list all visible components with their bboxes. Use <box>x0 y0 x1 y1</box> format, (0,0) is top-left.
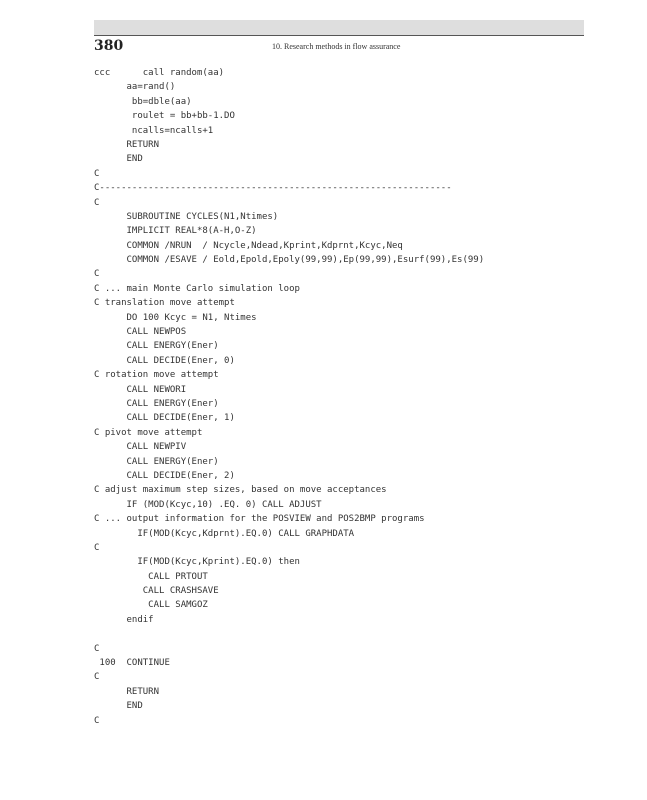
code-line: CALL ENERGY(Ener) <box>94 341 219 352</box>
code-line: C <box>94 715 100 726</box>
code-line: CALL DECIDE(Ener, 1) <box>94 413 235 424</box>
code-line: C pivot move attempt <box>94 427 203 438</box>
code-line: RETURN <box>94 139 160 150</box>
code-line <box>94 627 594 641</box>
code-line: CALL NEWPOS <box>94 327 187 338</box>
code-line: endif <box>94 614 154 625</box>
code-line: IMPLICIT REAL*8(A-H,O-Z) <box>94 226 257 237</box>
code-line: CALL ENERGY(Ener) <box>94 456 219 467</box>
code-line: roulet = bb+bb-1.DO <box>94 111 235 122</box>
code-line: C ... output information for the POSVIEW and POS2BMP programs <box>94 514 425 525</box>
code-line: COMMON /ESAVE / Eold,Epold,Epoly(99,99),Ep(99,99),Esurf(99),Es(99) <box>94 255 485 266</box>
code-line: 100 CONTINUE <box>94 658 170 669</box>
code-line: CALL NEWPIV <box>94 442 187 453</box>
code-line: C <box>94 168 100 179</box>
code-line: CALL ENERGY(Ener) <box>94 398 219 409</box>
code-line: C ... main Monte Carlo simulation loop <box>94 283 300 294</box>
code-line: CALL PRTOUT <box>94 571 208 582</box>
code-line: IF(MOD(Kcyc,Kdprnt).EQ.0) CALL GRAPHDATA <box>94 528 355 539</box>
code-line: IF (MOD(Kcyc,10) .EQ. 0) CALL ADJUST <box>94 499 322 510</box>
code-line: DO 100 Kcyc = N1, Ntimes <box>94 312 257 323</box>
code-line: COMMON /NRUN / Ncycle,Ndead,Kprint,Kdprnt,Kcyc,Neq <box>94 240 403 251</box>
code-listing <box>94 66 594 728</box>
code-line: C <box>94 672 100 683</box>
header-rule <box>94 35 584 36</box>
code-line: C <box>94 269 100 280</box>
running-head: 10. Research methods in flow assurance <box>272 42 401 51</box>
code-line: IF(MOD(Kcyc,Kprint).EQ.0) then <box>94 557 300 568</box>
code-line: SUBROUTINE CYCLES(N1,Ntimes) <box>94 211 279 222</box>
code-line: CALL NEWORI <box>94 384 187 395</box>
code-line: END <box>94 154 143 165</box>
code-line: C translation move attempt <box>94 298 235 309</box>
header-bar <box>94 20 584 35</box>
code-line: C adjust maximum step sizes, based on move acceptances <box>94 485 387 496</box>
code-line: C rotation move attempt <box>94 370 219 381</box>
code-line: CALL CRASHSAVE <box>94 586 219 597</box>
code-line: RETURN <box>94 686 160 697</box>
code-line: aa=rand() <box>94 82 176 93</box>
code-line: C <box>94 542 100 553</box>
code-line: ncalls=ncalls+1 <box>94 125 214 136</box>
code-line: CALL DECIDE(Ener, 0) <box>94 355 235 366</box>
code-line: C----------------------------------------------------------------- <box>94 183 452 194</box>
code-line: C <box>94 197 100 208</box>
code-line: END <box>94 701 143 712</box>
page-number: 380 <box>94 38 124 54</box>
code-line: CALL SAMGOZ <box>94 600 208 611</box>
code-line: ccc call random(aa) <box>94 68 225 78</box>
code-line: C <box>94 643 100 654</box>
code-line: bb=dble(aa) <box>94 96 192 107</box>
code-line: CALL DECIDE(Ener, 2) <box>94 470 235 481</box>
